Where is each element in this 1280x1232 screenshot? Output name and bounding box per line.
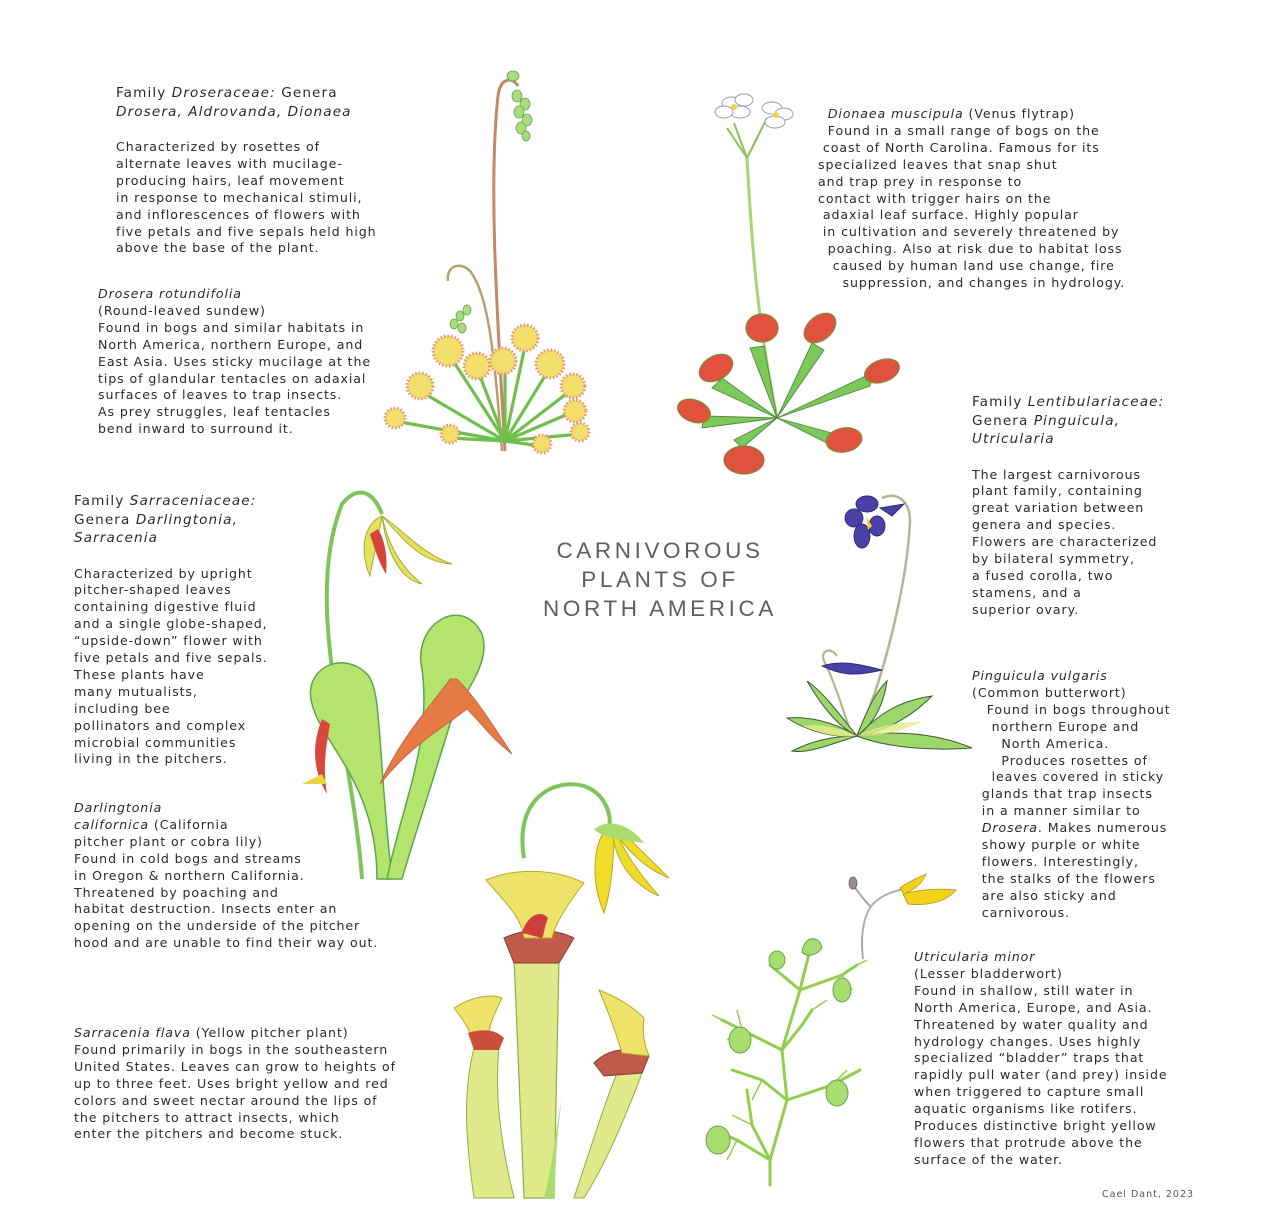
description-line: habitat destruction. Insects enter an <box>74 901 338 917</box>
description-line: pollinators and complex <box>74 717 247 733</box>
common-name: (Round-leaved sundew) <box>98 302 266 318</box>
sundew-illustration <box>380 66 590 466</box>
description-line: northern Europe and <box>972 718 1140 734</box>
species-heading: Sarracenia flava (Yellow pitcher plant) <box>74 1025 349 1040</box>
description-line: surface of the water. <box>914 1151 1063 1167</box>
family-heading: Family Droseraceae: Genera <box>116 85 338 101</box>
description-line: contact with trigger hairs on the <box>818 190 1052 206</box>
description-line: Found in bogs and similar habitats in <box>98 319 365 335</box>
description-line: containing digestive fluid <box>74 599 257 615</box>
species-name: Pinguicula vulgaris <box>972 668 1108 683</box>
description-line: superior ovary. <box>972 601 1080 617</box>
description-line: rapidly pull water (and prey) inside <box>914 1067 1168 1083</box>
description-line: producing hairs, leaf movement <box>116 172 345 188</box>
description-line: hydrology changes. Uses highly <box>914 1033 1142 1049</box>
description-line: Threatened by poaching and <box>74 884 279 900</box>
description-line: East Asia. Uses sticky mucilage at the <box>98 353 372 369</box>
common-name: (Lesser bladderwort) <box>914 965 1063 981</box>
species-name: Utricularia minor <box>914 949 1036 964</box>
description-line: showy purple or white <box>972 837 1141 853</box>
title-line-1: CARNIVOROUS <box>556 538 764 563</box>
description-line: plant family, containing <box>972 483 1143 499</box>
description-line: great variation between <box>972 500 1145 516</box>
description-line: Found primarily in bogs in the southeastern <box>74 1041 389 1057</box>
description-line: Found in cold bogs and streams <box>74 850 302 866</box>
description-line: five petals and five sepals held high <box>116 223 377 239</box>
description-line: specialized leaves that snap shut <box>818 156 1058 172</box>
title-line-2: PLANTS OF <box>581 567 739 592</box>
description-line: Characterized by rosettes of <box>116 139 320 154</box>
butterwort-illustration <box>782 486 982 766</box>
description-line: Found in bogs throughout <box>972 701 1171 717</box>
description-line: up to three feet. Uses bright yellow and red <box>74 1075 389 1091</box>
description-line: suppression, and changes in hydrology. <box>818 275 1126 291</box>
utricularia-species-block <box>914 949 1168 1169</box>
description-line: by bilateral symmetry, <box>972 551 1135 567</box>
description-line: enter the pitchers and become stuck. <box>74 1126 344 1142</box>
droseraceae-family-block <box>116 84 377 257</box>
artist-credit: Cael Dant, 2023 <box>1102 1189 1195 1200</box>
description-line: Found in a small range of bogs on the <box>818 122 1100 138</box>
family-heading: Family Lentibulariaceae: <box>972 394 1165 410</box>
description-line: in response to mechanical stimuli, <box>116 189 363 205</box>
description-line: surfaces of leaves to trap insects. <box>98 387 343 403</box>
description-line: These plants have <box>74 666 205 682</box>
description-line: the pitchers to attract insects, which <box>74 1109 340 1125</box>
description-line: leaves covered in sticky <box>972 769 1165 785</box>
description-line: The largest carnivorous <box>972 466 1141 482</box>
species-heading: Dionaea muscipula (Venus flytrap) <box>827 106 1075 121</box>
description-line: adaxial leaf surface. Highly popular <box>818 207 1079 223</box>
description-line: living in the pitchers. <box>74 751 228 767</box>
description-line: in cultivation and severely threatened by <box>818 224 1120 240</box>
description-line: flowers. Interestingly, <box>972 853 1139 869</box>
description-line: “upside-down” flower with <box>74 633 263 649</box>
description-line: flowers that protrude above the <box>914 1134 1143 1150</box>
description-line: Produces rosettes of <box>972 752 1148 768</box>
species-name-cont: californica (California <box>74 816 229 832</box>
description-line: many mutualists, <box>74 683 198 699</box>
description-line: tips of glandular tentacles on adaxial <box>98 370 367 386</box>
description-line: Found in shallow, still water in <box>914 982 1134 998</box>
title-line-3: NORTH AMERICA <box>543 596 777 621</box>
genera-heading-cont: Sarracenia <box>74 530 159 546</box>
drosera-species-block <box>98 286 371 438</box>
description-line: opening on the underside of the pitcher <box>74 918 361 934</box>
description-line: are also sticky and <box>972 887 1117 903</box>
description-line: colors and sweet nectar around the lips of <box>74 1092 378 1108</box>
description-line: caused by human land use change, fire <box>818 258 1115 274</box>
description-line: Produces distinctive bright yellow <box>914 1118 1157 1134</box>
description-line: and trap prey in response to <box>818 173 1023 189</box>
description-line: Drosera. Makes numerous <box>981 820 1168 836</box>
description-line: microbial communities <box>74 734 237 750</box>
sarraceniaceae-family-block <box>74 492 268 768</box>
description-line: when triggered to capture small <box>914 1084 1145 1100</box>
lentibulariaceae-family-block <box>972 393 1164 619</box>
description-line: Flowers are characterized <box>972 534 1158 550</box>
description-line: carnivorous. <box>972 904 1070 920</box>
description-line: coast of North Carolina. Famous for its <box>818 139 1100 155</box>
description-line: five petals and five sepals. <box>74 650 268 666</box>
genera-heading: Genera Pinguicula, <box>972 412 1121 429</box>
venus-flytrap-illustration <box>672 88 912 473</box>
description-line: in a manner similar to <box>972 803 1141 819</box>
description-line: North America. <box>972 735 1110 751</box>
common-name: (Common butterwort) <box>972 684 1127 700</box>
description-line: poaching. Also at risk due to habitat loss <box>818 241 1123 257</box>
description-line: Characterized by upright <box>74 565 253 581</box>
species-name: Darlingtonia <box>74 800 163 815</box>
description-line: and a single globe-shaped, <box>74 616 268 632</box>
description-line: As prey struggles, leaf tentacles <box>98 404 331 420</box>
description-line: including bee <box>74 700 171 716</box>
common-name: pitcher plant or cobra lily) <box>74 833 263 849</box>
description-line: Threatened by water quality and <box>914 1016 1149 1032</box>
poster-title <box>520 536 800 623</box>
description-line: bend inward to surround it. <box>98 421 294 437</box>
description-line: United States. Leaves can grow to heights of <box>74 1058 396 1074</box>
description-line: and inflorescences of flowers with <box>116 206 361 222</box>
genera-heading: Genera Darlingtonia, <box>74 511 239 528</box>
sarracenia-species-block <box>74 1025 396 1143</box>
description-line: aquatic organisms like rotifers. <box>914 1101 1138 1117</box>
yellow-pitcher-plant-illustration <box>444 768 684 1218</box>
description-line: glands that trap insects <box>972 786 1153 802</box>
genera-heading-cont: Utricularia <box>972 431 1055 447</box>
description-line: specialized “bladder” traps that <box>914 1050 1145 1066</box>
species-name: Drosera rotundifolia <box>98 286 242 301</box>
description-line: a fused corolla, two <box>972 567 1114 583</box>
description-line: genera and species. <box>972 517 1117 533</box>
description-line: North America, Europe, and Asia. <box>914 999 1153 1015</box>
description-line: in Oregon & northern California. <box>74 867 305 883</box>
description-line: above the base of the plant. <box>116 240 320 256</box>
description-line: hood and are unable to find their way out. <box>74 935 379 951</box>
family-heading: Family Sarraceniaceae: <box>74 493 257 509</box>
bladderwort-illustration <box>692 930 892 1190</box>
description-line: the stalks of the flowers <box>972 870 1156 886</box>
description-line: North America, northern Europe, and <box>98 336 364 352</box>
description-line: pitcher-shaped leaves <box>74 582 232 598</box>
description-line: alternate leaves with mucilage- <box>116 155 343 171</box>
genera-list: Drosera, Aldrovanda, Dionaea <box>116 103 352 120</box>
pinguicula-species-block <box>972 668 1171 922</box>
description-line: stamens, and a <box>972 584 1082 600</box>
